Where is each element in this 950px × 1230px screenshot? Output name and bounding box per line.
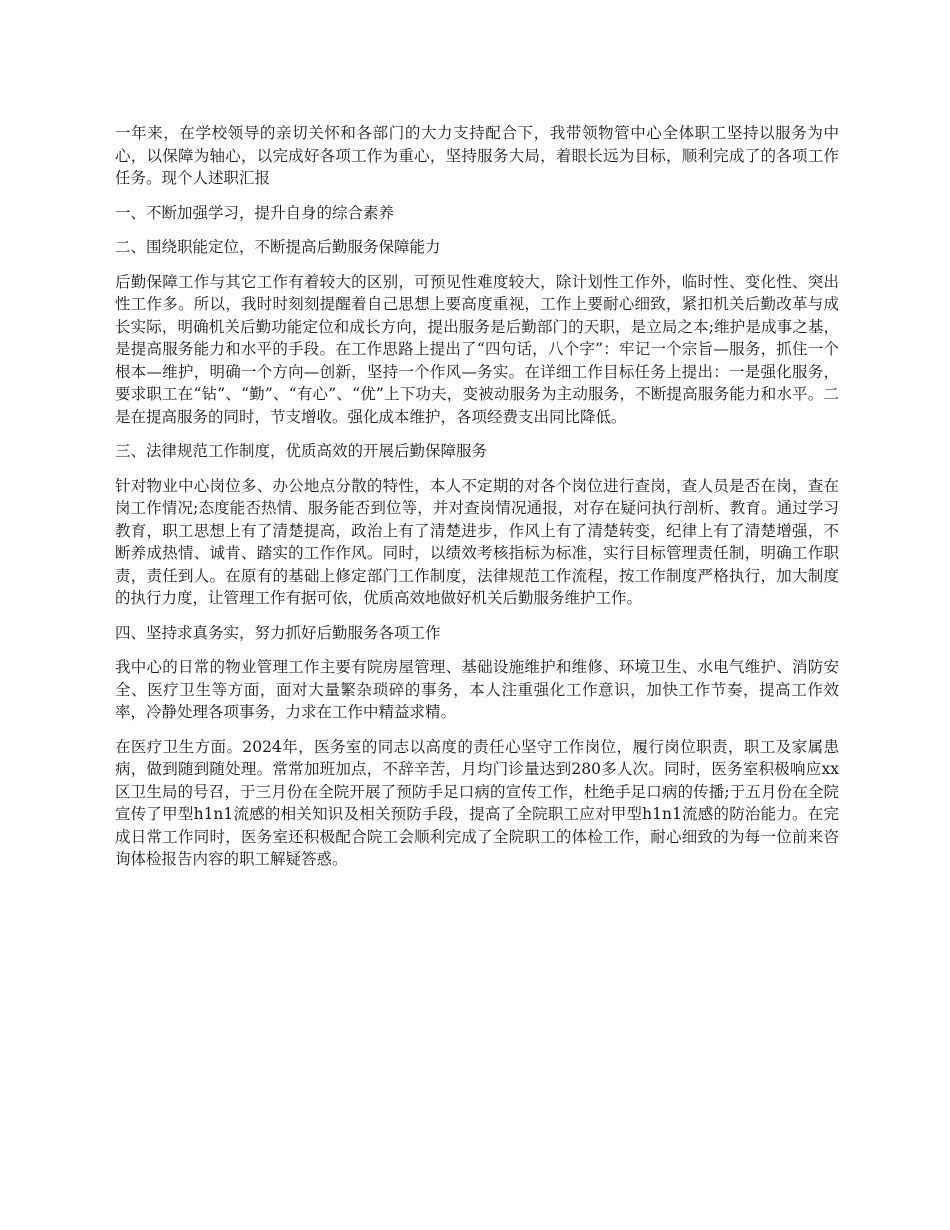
section-3-paragraph: 针对物业中心岗位多、办公地点分散的特性，本人不定期的对各个岗位进行查岗，查人员是否在岗，查在岗工作情况;态度能否热情、服务能否到位等，并对查岗情况通报，对存在疑问执行剖析、教育。通过学习教育，职工思想上有了清楚提高，政治上有了清楚进步，作风上有了清楚转变，纪律上有了清楚增强，不断养成热情、诚肯、踏实的工作作风。同时，以绩效考核指标为标准，实行目标管理责任制，明确工作职责，责任到人。在原有的基础上修定部门工作制度，法律规范工作流程，按工作制度严格执行，加大制度的执行力度，让管理工作有据可依，优质高效地做好机关后勤服务维护工作。: [115, 476, 839, 607]
section-2-paragraph: 后勤保障工作与其它工作有着较大的区别，可预见性难度较大，除计划性工作外，临时性、变化性、突出性工作多。所以，我时时刻刻提醒着自己思想上要高度重视，工作上要耐心细致，紧扣机关后勤改革与成长实际，明确机关后勤功能定位和成长方向，提出服务是后勤部门的天职，是立局之本;维护是成事之基，是提高服务能力和水平的手段。在工作思路上提出了“四句话，八个字”：牢记一个宗旨—服务，抓住一个根本—维护，明确一个方向—创新，坚持一个作风—务实。在详细工作目标任务上提出：一是强化服务，要求职工在“钻”、“勤”、“有心”、“优”上下功夫，变被动服务为主动服务，不断提高服务能力和水平。二是在提高服务的同时，节支增收。强化成本维护，各项经费支出同比降低。: [115, 272, 839, 426]
section-heading-1: 一、不断加强学习，提升自身的综合素养: [115, 203, 395, 222]
section-4-paragraph-1: 我中心的日常的物业管理工作主要有院房屋管理、基础设施维护和维修、环境卫生、水电气维护、消防安全、医疗卫生等方面，面对大量繁杂琐碎的事务，本人注重强化工作意识，加快工作节奏，提高工作效率，冷静处理各项事务，力求在工作中精益求精。: [115, 658, 839, 721]
section-heading-3: 三、法律规范工作制度，优质高效的开展后勤保障服务: [115, 442, 488, 460]
section-4-paragraph-2: 在医疗卫生方面。2024年，医务室的同志以高度的责任心坚守工作岗位，履行岗位职责，职工及家属患病，做到随到随处理。常常加班加点，不辞辛苦，月均门诊量达到280多人次。同时，医务室积极响应xx区卫生局的号召，于三月份在全院开展了预防手足口病的宣传工作，杜绝手足口病的传播;于五月份在全院宣传了甲型h1n1流感的相关知识及相关预防手段，提高了全院职工应对甲型h1n1流感的防治能力。在完成日常工作同时，医务室还积极配合院工会顺利完成了全院职工的体检工作，耐心细致的为每一位前来咨询体检报告内容的职工解疑答惑。: [115, 737, 839, 868]
document-body: [115, 122, 839, 883]
section-heading-4: 四、坚持求真务实，努力抓好后勤服务各项工作: [115, 623, 441, 642]
section-heading-2: 二、围绕职能定位，不断提高后勤服务保障能力: [115, 238, 441, 256]
intro-paragraph: 一年来，在学校领导的亲切关怀和各部门的大力支持配合下，我带领物管中心全体职工坚持以服务为中心，以保障为轴心，以完成好各项工作为重心，坚持服务大局，着眼长远为目标，顺利完成了的各项工作任务。现个人述职汇报: [115, 124, 839, 187]
